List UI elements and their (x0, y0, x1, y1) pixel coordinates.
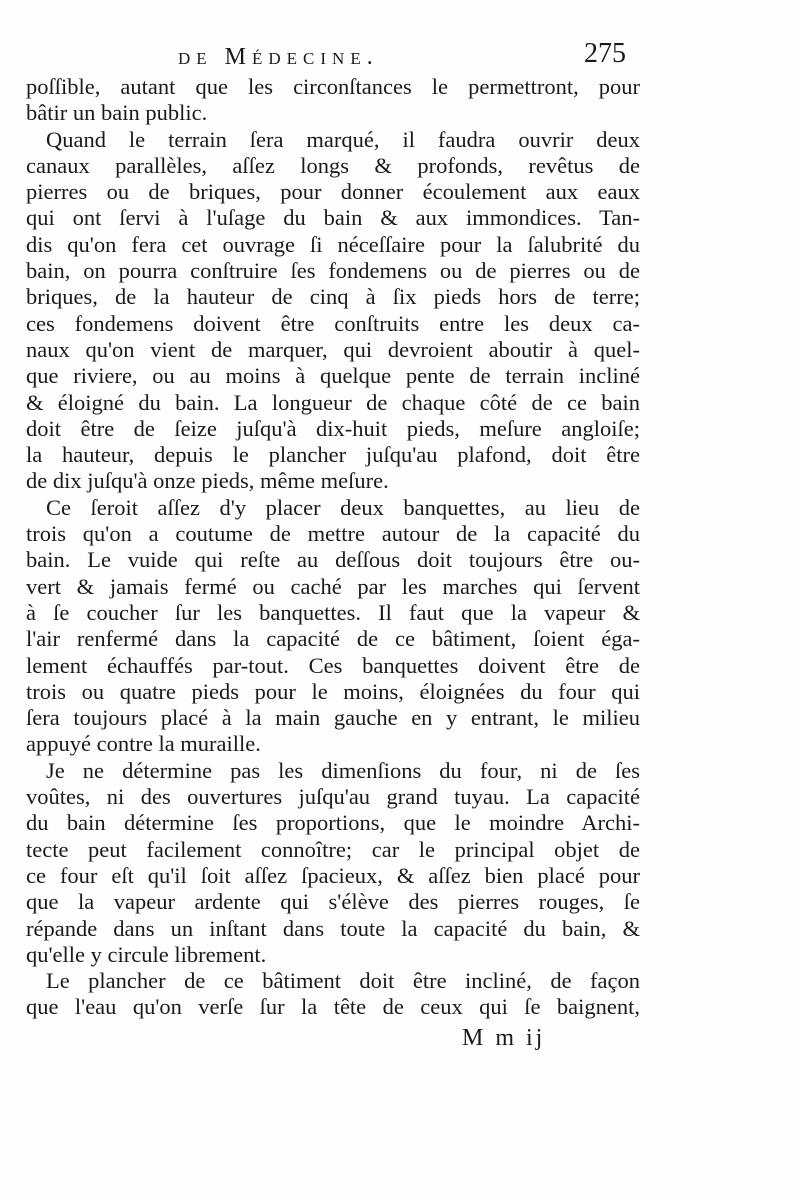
text-line: trois ou quatre pieds pour le moins, éloignées du four qui (26, 678, 640, 704)
text-line: que l'eau qu'on verſe ſur la tête de ceux qui ſe baignent, (26, 994, 640, 1020)
text-line: que riviere, ou au moins à quelque pente de terrain incliné (26, 363, 640, 389)
text-line: naux qu'on vient de marquer, qui devroient aboutir à quel- (26, 336, 640, 362)
text-line: briques, de la hauteur de cinq à ſix pieds hors de terre; (26, 284, 640, 310)
text-line: ces fondemens doivent être conſtruits entre les deux ca- (26, 310, 640, 336)
text-line: qu'elle y circule librement. (26, 941, 267, 967)
text-line: Quand le terrain ſera marqué, il faudra ouvrir deux (46, 126, 640, 152)
text-line: vert & jamais fermé ou caché par les marches qui ſervent (26, 573, 640, 599)
page-number: 275 (584, 38, 626, 69)
text-line: dis qu'on fera cet ouvrage ſi néceſſaire pour la ſalubrité du (26, 231, 640, 257)
text-line: doit être de ſeize juſqu'à dix-huit pieds, meſure angloiſe; (26, 415, 640, 441)
text-line: lement échauffés par-tout. Ces banquettes doivent être de (26, 652, 640, 678)
text-line: pierres ou de briques, pour donner écoulement aux eaux (26, 179, 640, 205)
text-line: voûtes, ni des ouvertures juſqu'au grand tuyau. La capacité (26, 784, 640, 810)
text-line: bain, on pourra conſtruire ſes fondemens ou de pierres ou de (26, 258, 640, 284)
text-line: bain. Le vuide qui reſte au deſſous doit toujours être ou- (26, 547, 640, 573)
text-line: qui ont ſervi à l'uſage du bain & aux immondices. Tan- (26, 205, 640, 231)
text-line: répande dans un inſtant dans toute la capacité du bain, & (26, 915, 640, 941)
text-line: ce four eſt qu'il ſoit aſſez ſpacieux, & aſſez bien placé pour (26, 862, 640, 888)
text-line: l'air renfermé dans la capacité de ce bâtiment, ſoient éga- (26, 626, 640, 652)
text-line: à ſe coucher ſur les banquettes. Il faut que la vapeur & (26, 599, 640, 625)
text-line: ſera toujours placé à la main gauche en y entrant, le milieu (26, 705, 640, 731)
text-line: canaux parallèles, aſſez longs & profonds, revêtus de (26, 152, 640, 178)
text-line: que la vapeur ardente qui s'élève des pierres rouges, ſe (26, 889, 640, 915)
text-line: du bain détermine ſes proportions, que le moindre Archi- (26, 810, 640, 836)
running-title: de Médecine. (178, 44, 379, 70)
text-line: appuyé contre la muraille. (26, 731, 261, 757)
running-head (0, 38, 800, 78)
text-line: & éloigné du bain. La longueur de chaque côté de ce bain (26, 389, 640, 415)
text-line: poſſible, autant que les circonſtances le permettront, pour (26, 74, 640, 99)
body-text (26, 74, 640, 1021)
text-line: la hauteur, depuis le plancher juſqu'au plafond, doit être (26, 442, 640, 468)
text-line: trois qu'on a coutume de mettre autour de la capacité du (26, 521, 640, 547)
text-line: tecte peut facilement connoître; car le principal objet de (26, 836, 640, 862)
text-line: bâtir un bain public. (26, 100, 208, 126)
text-line: Je ne détermine pas les dimenſions du four, ni de ſes (46, 757, 640, 783)
text-line: Le plancher de ce bâtiment doit être incliné, de façon (46, 968, 640, 994)
text-line: de dix juſqu'à onze pieds, même meſure. (26, 468, 389, 494)
signature-mark: M m ij (462, 1025, 546, 1051)
text-line: Ce ſeroit aſſez d'y placer deux banquettes, au lieu de (46, 494, 640, 520)
